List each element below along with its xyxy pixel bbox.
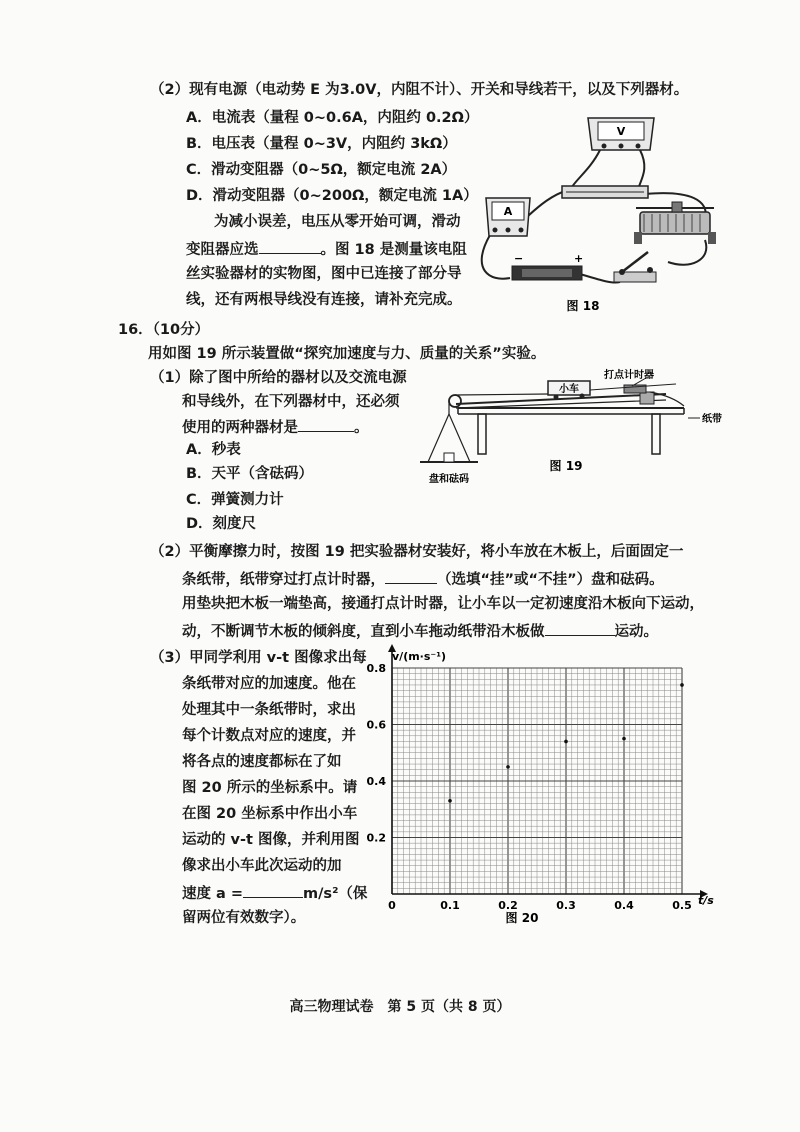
chart-grid [392, 668, 682, 894]
fig20-caption: 图 20 [505, 911, 539, 925]
q15-option-b: B．电压表（量程 0~3V，内阻约 3kΩ） [186, 136, 457, 152]
q15-para2-a: 变阻器应选 [186, 242, 259, 258]
q16-part1-l1: （1）除了图中所给的器材以及交流电源 [150, 370, 407, 386]
q16-part3-l9: 像求出小车此次运动的加 [182, 858, 342, 874]
x-tick-label: 0.2 [498, 899, 518, 912]
x-tick-label: 0.4 [614, 899, 634, 912]
data-point [680, 683, 684, 687]
q15-para1: 为减小误差，电压从零开始可调，滑动 [214, 214, 461, 230]
q16-part3-l10b: m/s²（保 [303, 886, 368, 902]
cart-label: 小车 [559, 384, 579, 395]
x-tick-label: 0.1 [440, 899, 460, 912]
q16-option-c: C．弹簧测力计 [186, 492, 284, 508]
q16-part3-l4: 每个计数点对应的速度，并 [182, 728, 356, 744]
y-tick-label: 0.8 [366, 662, 386, 675]
q16-part3-l5: 将各点的速度都标在了如 [182, 754, 342, 770]
q16-part3-l7: 在图 20 坐标系中作出小车 [182, 806, 358, 822]
q16-option-a: A．秒表 [186, 442, 241, 458]
q16-part3-l10a: 速度 a = [182, 886, 244, 902]
data-point [448, 799, 452, 803]
q16-part2-l2a: 条纸带，纸带穿过打点计时器， [182, 572, 385, 588]
q16-part3-l2: 条纸带对应的加速度。他在 [182, 676, 356, 692]
q15-para2-b: 。图 18 是测量该电阻 [320, 242, 467, 258]
q15-part2-line1: （2）现有电源（电动势 E 为3.0V，内阻不计）、开关和导线若干，以及下列器材。 [150, 82, 689, 98]
y-tick-label: 0.2 [366, 831, 386, 845]
page-footer: 高三物理试卷 第 5 页（共 8 页） [289, 999, 511, 1015]
q16-part1-l3-text: 使用的两种器材是 [182, 420, 298, 436]
data-point [506, 765, 510, 769]
timer-label: 打点计时器 [604, 370, 654, 381]
q16-part3-l1: （3）甲同学利用 v-t 图像求出每 [150, 650, 367, 666]
q16-part3-l11: 留两位有效数字）。 [182, 910, 306, 926]
x-tick-label: 0 [388, 899, 396, 912]
fig19-caption: 图 19 [549, 459, 583, 473]
q15-option-c: C．滑动变阻器（0~5Ω，额定电流 2A） [186, 162, 457, 178]
q16-part2-l3: 用垫块把木板一端垫高，接通打点计时器，让小车以一定初速度沿木板向下运动， [182, 596, 704, 612]
q15-option-d: D．滑动变阻器（0~200Ω，额定电流 1A） [186, 188, 478, 204]
pan-label: 盘和砝码 [429, 474, 469, 485]
x-axis-label: t/s [698, 894, 714, 907]
voltmeter-symbol: V [616, 125, 626, 138]
battery-plus: + [574, 252, 584, 265]
q16-intro: 用如图 19 所示装置做“探究加速度与力、质量的关系”实验。 [148, 346, 546, 362]
battery-minus: − [514, 252, 524, 265]
fig18-caption: 图 18 [566, 299, 600, 313]
q16-part3-l3: 处理其中一条纸带时，求出 [182, 702, 356, 718]
data-point [564, 740, 568, 744]
q16-option-b: B．天平（含砝码） [186, 466, 314, 482]
q16-part2-l1: （2）平衡摩擦力时，按图 19 把实验器材安装好，将小车放在木板上，后面固定一 [150, 544, 684, 560]
q16-part3-l6: 图 20 所示的坐标系中。请 [182, 780, 358, 796]
q15-para3: 丝实验器材的实物图，图中已连接了部分导 [186, 266, 462, 282]
q16-number: 16．（10分） [118, 322, 210, 338]
q16-part2-l4b: 运动。 [614, 624, 658, 640]
x-tick-label: 0.5 [672, 899, 692, 912]
ammeter-symbol: A [503, 205, 513, 218]
y-tick-label: 0.6 [366, 718, 386, 732]
q16-part1-l2: 和导线外，在下列器材中，还必须 [182, 394, 400, 410]
q16-option-d: D．刻度尺 [186, 516, 257, 532]
q15-option-a: A．电流表（量程 0~0.6A，内阻约 0.2Ω） [186, 110, 479, 126]
data-point [622, 737, 626, 741]
q16-part3-l8: 运动的 v-t 图像，并利用图 [182, 832, 360, 848]
tape-label: 纸带 [702, 414, 722, 425]
q15-para4: 线，还有两根导线没有连接，请补充完成。 [186, 292, 462, 308]
q16-part2-l2b: （选填“挂”或“不挂”）盘和砝码。 [437, 572, 664, 588]
q16-part1-end: 。 [354, 420, 369, 436]
y-axis-label: v/(m·s⁻¹) [392, 650, 447, 663]
y-tick-label: 0.4 [366, 775, 386, 788]
q16-part2-l4a: 动，不断调节木板的倾斜度，直到小车拖动纸带沿木板做 [182, 624, 545, 640]
x-tick-label: 0.3 [556, 899, 576, 912]
